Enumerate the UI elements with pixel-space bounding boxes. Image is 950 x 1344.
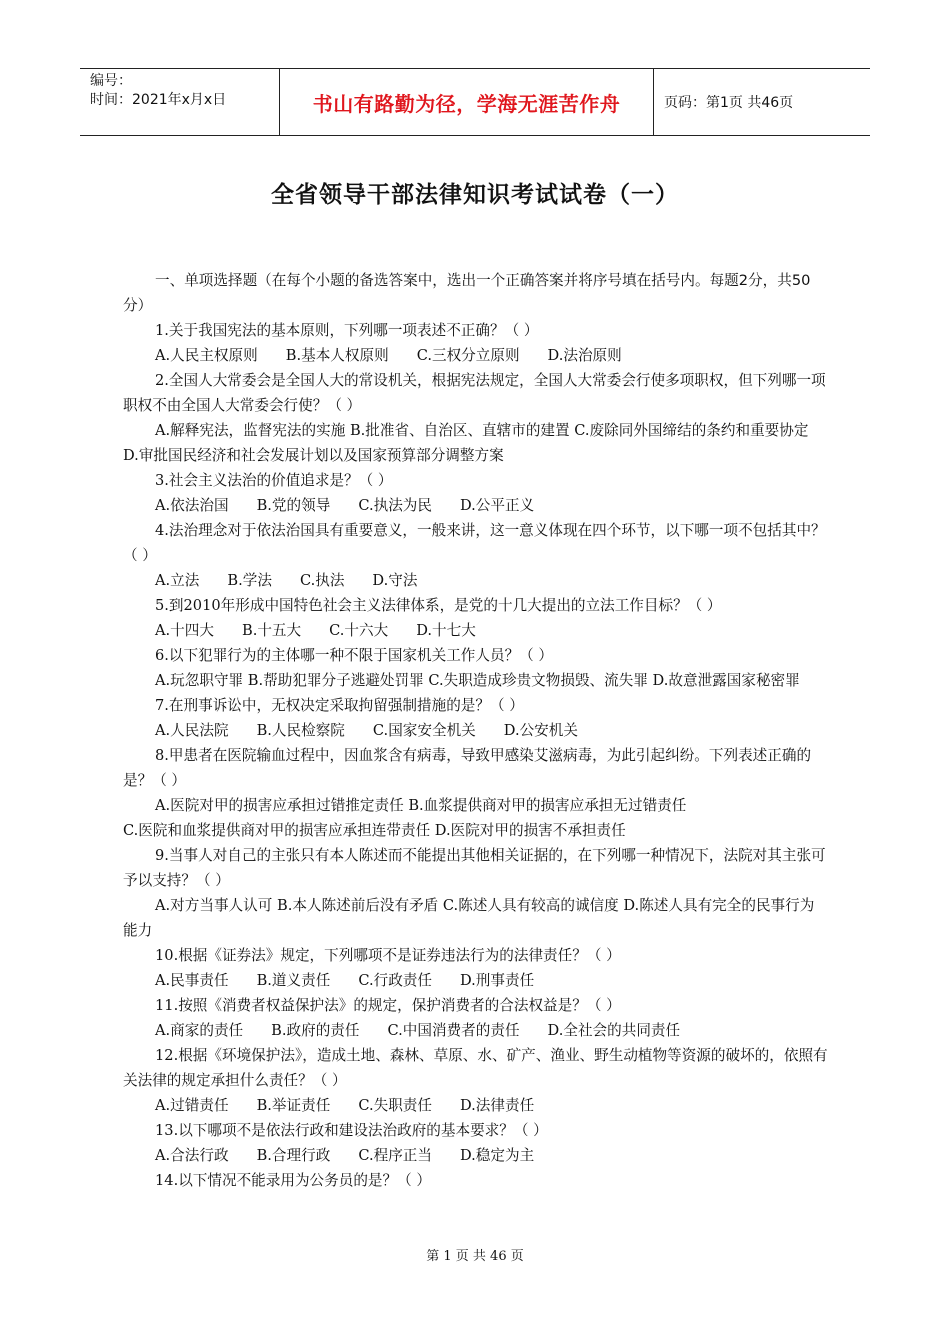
option: D.守法 [372, 572, 418, 589]
question-2-options: A.解释宪法，监督宪法的实施 B.批准省、自治区、直辖市的建置 C.废除同外国缔结的条约和重要协定 D.审批国民经济和社会发展计划以及国家预算部分调整方案 [123, 422, 809, 464]
question-7: 7.在刑事诉讼中，无权决定采取拘留强制措施的是？（ ） [155, 697, 524, 714]
option: D.法治原则 [547, 347, 622, 364]
option: D.公安机关 [503, 722, 578, 739]
question-13: 13.以下哪项不是依法行政和建设法治政府的基本要求？（ ） [155, 1122, 548, 1139]
question-10: 10.根据《证券法》规定，下列哪项不是证券违法行为的法律责任？（ ） [155, 947, 621, 964]
option: A.人民法院 [155, 722, 229, 739]
question-8: 8.甲患者在医院输血过程中，因血浆含有病毒，导致甲感染艾滋病毒，为此引起纠纷。下列表述正确的是？（ ） [123, 747, 812, 789]
option: A.依法治国 [155, 497, 229, 514]
option: C.执法为民 [358, 497, 432, 514]
option: A.民事责任 [155, 972, 229, 989]
question-7-options [123, 718, 828, 743]
question-3: 3.社会主义法治的价值追求是？（ ） [155, 472, 393, 489]
question-9-options: A.对方当事人认可 B.本人陈述前后没有矛盾 C.陈述人具有较高的诚信度 D.陈述人具有完全的民事行为能力 [123, 897, 815, 939]
date-label: 时间：2021年x月x日 [90, 92, 227, 108]
question-5-options [123, 618, 828, 643]
option: A.十四大 [155, 622, 214, 639]
option: B.十五大 [241, 622, 302, 639]
option: B.基本人权原则 [285, 347, 389, 364]
question-4: 4.法治理念对于依法治国具有重要意义，一般来讲，这一意义体现在四个环节，以下哪一项不包括其中？（ ） [123, 522, 826, 564]
option: C.行政责任 [358, 972, 432, 989]
option: B.举证责任 [256, 1097, 331, 1114]
option: C.执法 [299, 572, 345, 589]
question-2: 2.全国人大常委会是全国人大的常设机关，根据宪法规定，全国人大常委会行使多项职权，但下列哪一项职权不由全国人大常委会行使？（ ） [123, 372, 826, 414]
question-1: 1.关于我国宪法的基本原则，下列哪一项表述不正确？（ ） [155, 322, 539, 339]
option: A.商家的责任 [155, 1022, 244, 1039]
header-page-cell [654, 69, 870, 135]
option: B.合理行政 [256, 1147, 331, 1164]
option: B.学法 [227, 572, 272, 589]
question-11: 11.按照《消费者权益保护法》的规定，保护消费者的合法权益是？（ ） [155, 997, 621, 1014]
question-9: 9.当事人对自己的主张只有本人陈述而不能提出其他相关证据的，在下列哪一种情况下，法院对其主张可予以支持？（ ） [123, 847, 826, 889]
question-6: 6.以下犯罪行为的主体哪一种不限于国家机关工作人员？（ ） [155, 647, 554, 664]
question-8-options-line-1: A.医院对甲的损害应承担过错推定责任 B.血浆提供商对甲的损害应承担无过错责任 [155, 797, 687, 814]
option: A.立法 [155, 572, 200, 589]
option: A.过错责任 [155, 1097, 229, 1114]
option: D.全社会的共同责任 [547, 1022, 681, 1039]
question-8-options-line-2: C.医院和血浆提供商对甲的损害应承担连带责任 D.医院对甲的损害不承担责任 [123, 822, 626, 839]
question-5: 5.到2010年形成中国特色社会主义法律体系，是党的十几大提出的立法工作目标？（ ） [155, 597, 722, 614]
option: C.十六大 [329, 622, 389, 639]
exam-content [123, 268, 828, 1193]
option: D.公平正义 [459, 497, 535, 514]
option: C.国家安全机关 [372, 722, 476, 739]
question-1-options [123, 343, 828, 368]
option: D.稳定为主 [459, 1147, 535, 1164]
number-label: 编号： [90, 73, 132, 89]
section-heading: 一、单项选择题（在每个小题的备选答案中，选出一个正确答案并将序号填在括号内。每题2分，共50分） [123, 272, 811, 314]
option: C.程序正当 [358, 1147, 432, 1164]
header-left-cell [80, 69, 280, 135]
page-footer: 第 1 页 共 46 页 [426, 1249, 524, 1264]
option: D.十七大 [416, 622, 476, 639]
document-header [80, 68, 870, 136]
option: C.中国消费者的责任 [387, 1022, 520, 1039]
question-4-options [123, 568, 828, 593]
question-11-options [123, 1018, 828, 1043]
motto: 书山有路勤为径，学海无涯苦作舟 [312, 91, 621, 116]
option: B.政府的责任 [271, 1022, 360, 1039]
option: C.失职责任 [358, 1097, 432, 1114]
question-10-options [123, 968, 828, 993]
question-12-options [123, 1093, 828, 1118]
question-13-options [123, 1143, 828, 1168]
option: C.三权分立原则 [416, 347, 520, 364]
option: B.人民检察院 [256, 722, 345, 739]
option: D.法律责任 [459, 1097, 535, 1114]
page-title: 全省领导干部法律知识考试试卷（一） [271, 182, 679, 208]
page-label: 页码：第1页 共46页 [664, 95, 794, 111]
question-14: 14.以下情况不能录用为公务员的是？（ ） [155, 1172, 431, 1189]
question-6-options: A.玩忽职守罪 B.帮助犯罪分子逃避处罚罪 C.失职造成珍贵文物损毁、流失罪 D.故意泄露国家秘密罪 [155, 672, 800, 689]
option: A.人民主权原则 [155, 347, 258, 364]
question-3-options [123, 493, 828, 518]
option: B.道义责任 [256, 972, 331, 989]
option: B.党的领导 [256, 497, 331, 514]
option: D.刑事责任 [459, 972, 535, 989]
option: A.合法行政 [155, 1147, 229, 1164]
header-motto-cell [280, 69, 654, 135]
question-12: 12.根据《环境保护法》，造成土地、森林、草原、水、矿产、渔业、野生动植物等资源的破坏的，依照有关法律的规定承担什么责任？（ ） [123, 1047, 828, 1089]
